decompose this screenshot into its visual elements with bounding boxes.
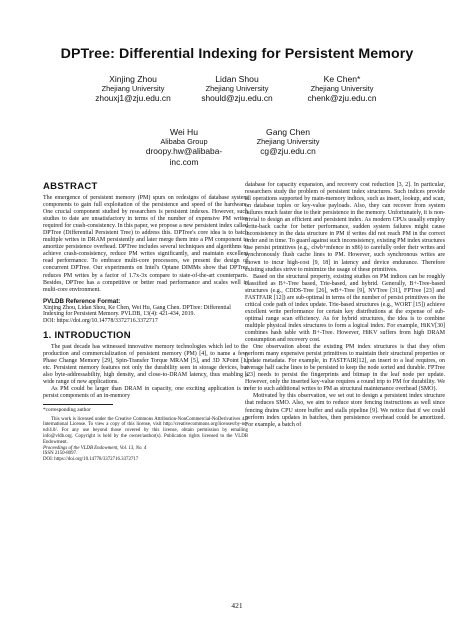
body-paragraph: One observation about the existing PM index structures is that they often perform many expensive persist primitives to maintain their structural properties or update metadata. For example, in FASTFAIR[12], an insert to a leaf requires, on average half cache lines to be persisted to keep the node sorted and durable. FPTree [23] needs to persist the fingerprints and bitmap in the leaf node per update. However, only the inserted key-value requires a round trip to PM for durability. We refer to such additional writes to PM as structural maintenance overhead (SMO). — [245, 344, 445, 393]
doi-line: DOI: https://doi.org/10.14778/3372716.3372717 — [43, 457, 139, 463]
author-block — [73, 74, 193, 104]
author-affiliation: Zhejiang University — [310, 84, 374, 93]
author-block — [228, 127, 348, 157]
author-block — [282, 74, 402, 104]
author-block — [177, 74, 297, 104]
intro-paragraph: As PM could be larger than DRAM in capacity, one exciting application is to persist components of an in-memory — [43, 386, 248, 400]
author-affiliation: Zhejiang University — [205, 84, 269, 93]
issn-line: ISSN 2150-8097. — [43, 451, 78, 457]
right-column — [245, 182, 445, 429]
left-column — [43, 181, 248, 463]
intro-heading: 1. INTRODUCTION — [43, 330, 131, 342]
page-number: 421 — [231, 601, 243, 610]
author-affiliation: Zhejiang University — [256, 137, 320, 146]
author-email: zhouxj1@zju.edu.cn — [95, 93, 171, 103]
footnote: *corresponding author — [43, 407, 91, 414]
paper-title: DPTree: Differential Indexing for Persistent Memory — [60, 46, 414, 62]
author-name: Xinjing Zhou — [109, 74, 157, 84]
pvldb-reference: Xinjing Zhou, Lidan Shou, Ke Chen, Wei Hu, Gang Chen. DPTree: Differential Indexing for Persistent Memory. PVLDB, 13(4): 421-434, 2019. — [43, 304, 231, 318]
pvldb-doi: DOI: https://doi.org/10.14778/3372716.3372717 — [43, 318, 158, 325]
author-affiliation: Zhejiang University — [101, 84, 165, 93]
abstract-text: The emergence of persistent memory (PM) spurs on redesigns of database system components to gain full exploitation of the persistence and speed of the hardware. One crucial component studied by researchers is persistent indexes. However, such studies to date are unsatisfactory in terms of the number of expensive PM writes required for crash-consistency. In this paper, we propose a new persistent index called DPTree (Differential Persistent Tree) to address this. DPTree's core idea is to batch multiple writes in DRAM persistently and later merge them into a PM component to amortize persistence overhead. DPTree includes several techniques and algorithms to achieve crash-consistency, reduce PM writes significantly, and maintain excellent read performance. To embrace multi-core processors, we present the design of concurrent DPTree. Our experiments on Intel's Optane DIMMs show that DPTree reduces PM writes by a factor of 1.7x-3x compare to state-of-the-art counterparts. Besides, DPTree has a competitive or better read performance and scales well in multi-core environment. — [43, 195, 248, 293]
footnote-rule — [43, 404, 113, 405]
body-paragraph: Based on the structural property, existing studies on PM indices can be roughly classified as B+-Tree based, Trie-based, and hybrid. Generally, B+-Tree-based structures (e.g., CDDS-Tree [26], wB+-Tree [9], NVTree [31], FPTree [23] and FASTFAIR [12]) are sub-optimal in terms of the number of persist primitives on the critical code path of index update. Trie-based structures (e.g., WORT [15]) achieve excellent write performance for certain key distributions at the expense of sub-optimal range scan efficiency. As for hybrid structures, the idea is to combine multiple physical index structures to form a logical index. For example, HiKV[30] combines hash table with B+-Tree. However, HiKV suffers from high DRAM consumption and recovery cost. — [245, 273, 445, 344]
abstract-heading: ABSTRACT — [43, 181, 98, 192]
author-block — [124, 127, 244, 168]
body-paragraph: Motivated by this observation, we set out to design a persistent index structure that reduces SMO. Also, we aim to reduce store fencing instructions as well since fencing drains CPU store buffer and stalls pipeline [9]. We notice that if we could perform index updates in batches, then persistence overhead could be amortized. For example, a batch of — [245, 393, 445, 428]
author-email: should@zju.edu.cn — [201, 93, 273, 103]
author-name: Ke Chen* — [323, 74, 361, 84]
author-name: Lidan Shou — [215, 74, 259, 84]
author-name: Gang Chen — [266, 127, 310, 137]
author-email: droopy.hw@alibaba-inc.com — [145, 146, 223, 167]
author-affiliation: Alibaba Group — [160, 137, 208, 146]
author-email: cg@zju.edu.cn — [260, 146, 316, 156]
license-text: This work is licensed under the Creative Commons Attribution-NonCommercial-NoDerivatives 4.0 International License. To view a copy of this license, visit http://creativecommons.org/licenses/by-nc-nd/4.0/. For any use beyond those covered by this license, obtain permission by emailing info@vldb.org. Copyright is held by the owner/author(s). Publication rights licensed to the VLDB Endowment. — [43, 416, 248, 445]
body-paragraph: database for capacity expansion, and recovery cost reduction [3, 2]. In particular, researchers study the problem of persistent index structures. Such indices provide all operations supported by main-memory indices, such as insert, lookup, and scan, on database tuples or key-value payloads. Also, they can recover from system failures much faster due to their persistence in the memory. Unfortunately, it is non-trivial to design an efficient and persistent index. As modern CPUs usually employ write-back cache for better performance, sudden system failures might cause inconsistency in the data structure in PM if writes did not reach PM in the correct order and in time. To guard against such inconsistency, existing PM index structures use persist primitives (e.g., clwb+mfence in x86) to carefully order their writes and synchronously flush cache lines to PM. However, such synchronous writes are shown to incur high-cost [9, 18] in latency and device endurance. Therefore existing studies strive to minimize the usage of these primitives. — [245, 182, 445, 273]
proceedings-line: Proceedings of the VLDB Endowment, Vol. 13, No. 4 — [43, 445, 147, 451]
author-email: chenk@zju.edu.cn — [307, 93, 377, 103]
intro-paragraph: The past decade has witnessed innovative memory technologies which led to the production and commercialization of persistent memory (PM) [4], to name a few, Phase Change Memory [29], Spin-Transfer Torque MRAM [5], and 3D XPoint [1] etc. Persistent memory features not only the durability seen in storage devices, but also byte-addressability, high density, and close-to-DRAM latency, thus enabling a wide range of new applications. — [43, 344, 248, 386]
author-name: Wei Hu — [169, 127, 199, 137]
pvldb-heading: PVLDB Reference Format: — [43, 297, 121, 305]
